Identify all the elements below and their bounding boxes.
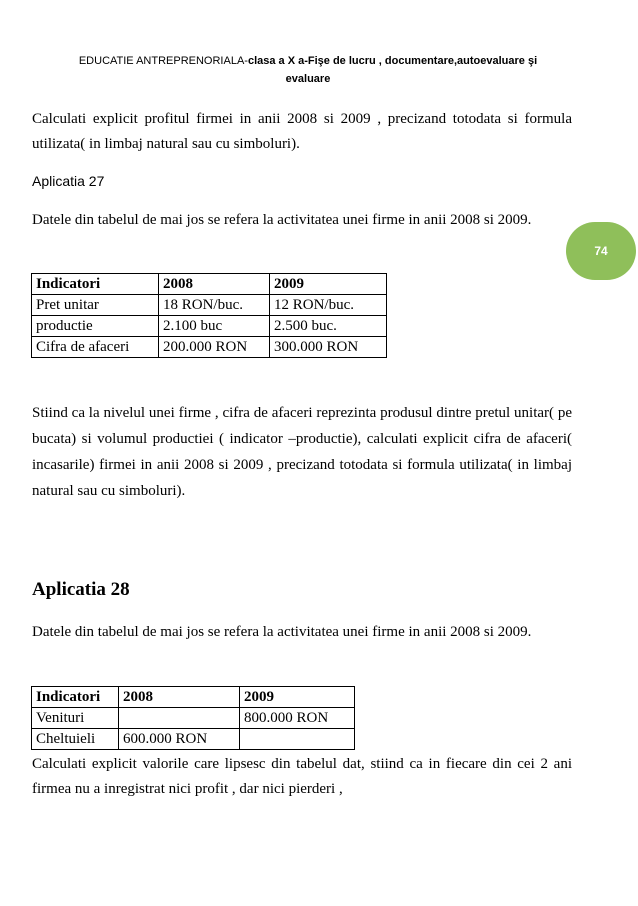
app27-intro: Datele din tabelul de mai jos se refera la activitatea unei firme in anii 2008 si 2009. <box>32 212 532 228</box>
app28-table <box>31 686 355 750</box>
table-cell: 300.000 RON <box>270 337 387 358</box>
table-cell: 2.500 buc. <box>270 316 387 337</box>
app28-intro: Datele din tabelul de mai jos se refera la activitatea unei firme in anii 2008 si 2009. <box>32 624 532 640</box>
app28-title: Aplicatia 28 <box>32 579 130 600</box>
table-cell: 12 RON/buc. <box>270 295 387 316</box>
app27-title: Aplicatia 27 <box>32 173 105 189</box>
header-line-2: evaluare <box>285 73 331 85</box>
table-cell: Cheltuieli <box>32 729 119 750</box>
table-header-row <box>32 687 355 708</box>
table-row <box>32 316 387 337</box>
table-cell: 600.000 RON <box>119 729 240 750</box>
table-cell <box>119 708 240 729</box>
table-header-cell: Indicatori <box>32 687 119 708</box>
table-row <box>32 337 387 358</box>
table-cell: 2.100 buc <box>159 316 270 337</box>
header-line-1 <box>32 52 584 70</box>
table-cell: productie <box>32 316 159 337</box>
table-header-cell: 2009 <box>240 687 355 708</box>
app27-paragraph: Stiind ca la nivelul unei firme , cifra de afaceri reprezinta produsul dintre pretul unitar( pe bucata) si volumul productiei ( indicator –productie), calculati explicit cifra de afaceri( incasarile) firmei in anii 2008 si 2009 , precizand totodata si formula utilizata( in limbaj natural sau cu simboluri). <box>32 405 572 499</box>
table-row <box>32 729 355 750</box>
table-header-cell: 2009 <box>270 274 387 295</box>
intro-paragraph: Calculati explicit profitul firmei in anii 2008 si 2009 , precizand totodata si formula utilizata( in limbaj natural sau cu simboluri). <box>32 111 572 152</box>
page-header <box>32 52 584 88</box>
table-cell: 200.000 RON <box>159 337 270 358</box>
table-header-cell: Indicatori <box>32 274 159 295</box>
table-row <box>32 295 387 316</box>
table-cell: Cifra de afaceri <box>32 337 159 358</box>
header-prefix: EDUCATIE ANTREPRENORIALA- <box>78 55 248 67</box>
table-header-row <box>32 274 387 295</box>
table-cell: 800.000 RON <box>240 708 355 729</box>
header-bold-part: clasa a X a-Fişe de lucru , documentare,autoevaluare şi <box>247 55 538 67</box>
table-header-cell: 2008 <box>159 274 270 295</box>
page-number-badge: 74 <box>566 222 636 280</box>
app27-table <box>31 273 387 358</box>
table-cell <box>240 729 355 750</box>
table-cell: Pret unitar <box>32 295 159 316</box>
app28-paragraph: Calculati explicit valorile care lipsesc din tabelul dat, stiind ca in fiecare din cei 2 ani firmea nu a inregistrat nici profit , dar nici pierderi , <box>32 756 572 797</box>
table-header-cell: 2008 <box>119 687 240 708</box>
table-row <box>32 708 355 729</box>
table-cell: 18 RON/buc. <box>159 295 270 316</box>
table-cell: Venituri <box>32 708 119 729</box>
